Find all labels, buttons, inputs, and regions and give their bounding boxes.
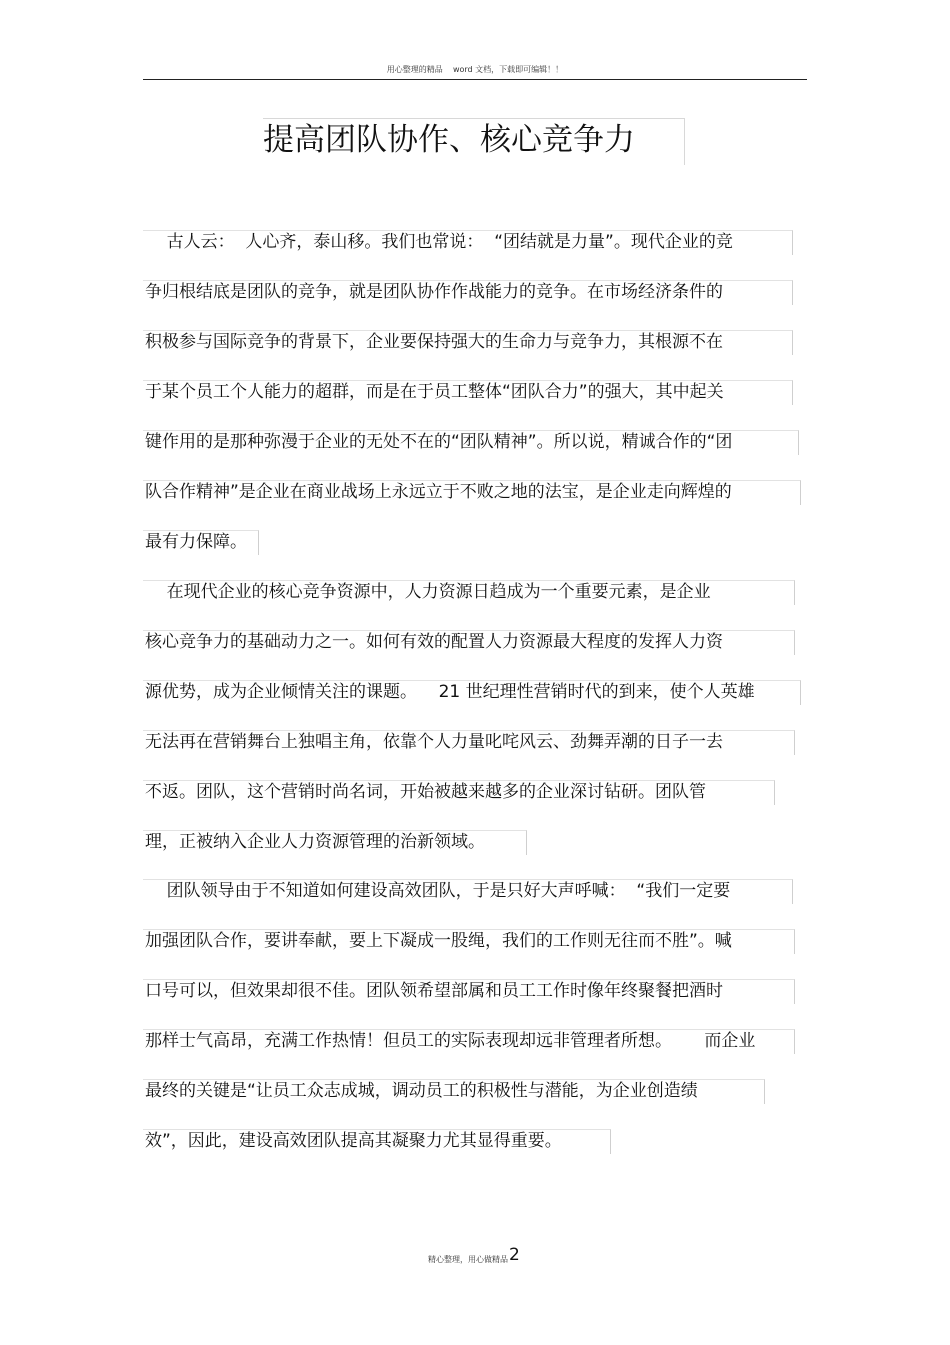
- paragraph-line: 最终的关键是“让员工众志成城，调动员工的积极性与潜能，为企业创造绩: [145, 1081, 698, 1101]
- page-footer-text: 精心整理，用心做精品: [428, 1255, 508, 1264]
- paragraph-line: 效”，因此，建设高效团队提高其凝聚力尤其显得重要。: [145, 1131, 562, 1151]
- paragraph-line: 不返。团队，这个营销时尚名词，开始被越来越多的企业深讨钻研。团队管: [145, 782, 706, 802]
- paragraph-line: 源优势，成为企业倾情关注的课题。 21 世纪理性营销时代的到来，使个人英雄: [145, 682, 755, 702]
- page-number: 2: [509, 1245, 520, 1265]
- paragraph-line: 理，正被纳入企业人力资源管理的治新领域。: [145, 832, 485, 852]
- paragraph-line: 加强团队合作，要讲奉献，要上下凝成一股绳，我们的工作则无往而不胜”。喊: [145, 931, 732, 951]
- paragraph-line: 团队领导由于不知道如何建设高效团队，于是只好大声呼喊： “我们一定要: [145, 881, 731, 901]
- paragraph-line: 争归根结底是团队的竞争，就是团队协作作战能力的竞争。在市场经济条件的: [145, 282, 723, 302]
- page-header-text: 用心整理的精品 word 文档，下载即可编辑！！: [386, 65, 564, 74]
- paragraph-line: 于某个员工个人能力的超群，而是在于员工整体“团队合力”的强大，其中起关: [145, 382, 724, 402]
- paragraph-line: 最有力保障。: [145, 532, 247, 552]
- paragraph-line: 口号可以，但效果却很不佳。团队领希望部属和员工工作时像年终聚餐把酒时: [145, 981, 723, 1001]
- document-title: 提高团队协作、核心竞争力: [263, 122, 635, 158]
- paragraph-line: 在现代企业的核心竞争资源中，人力资源日趋成为一个重要元素，是企业: [145, 582, 711, 602]
- paragraph-line: 队合作精神”是企业在商业战场上永远立于不败之地的法宝，是企业走向辉煌的: [145, 482, 732, 502]
- paragraph-line: 那样士气高昂，充满工作热情！但员工的实际表现却远非管理者所想。 而企业: [145, 1031, 756, 1051]
- paragraph-line: 核心竞争力的基础动力之一。如何有效的配置人力资源最大程度的发挥人力资: [145, 632, 723, 652]
- paragraph-line: 古人云： 人心齐，泰山移。我们也常说： “团结就是力量”。现代企业的竞: [145, 232, 733, 252]
- paragraph-line: 积极参与国际竞争的背景下，企业要保持强大的生命力与竞争力，其根源不在: [145, 332, 723, 352]
- header-divider: [143, 79, 807, 80]
- paragraph-line: 键作用的是那种弥漫于企业的无处不在的“团队精神”。所以说，精诚合作的“团: [145, 432, 733, 452]
- paragraph-line: 无法再在营销舞台上独唱主角，依靠个人力量叱咤风云、劲舞弄潮的日子一去: [145, 732, 723, 752]
